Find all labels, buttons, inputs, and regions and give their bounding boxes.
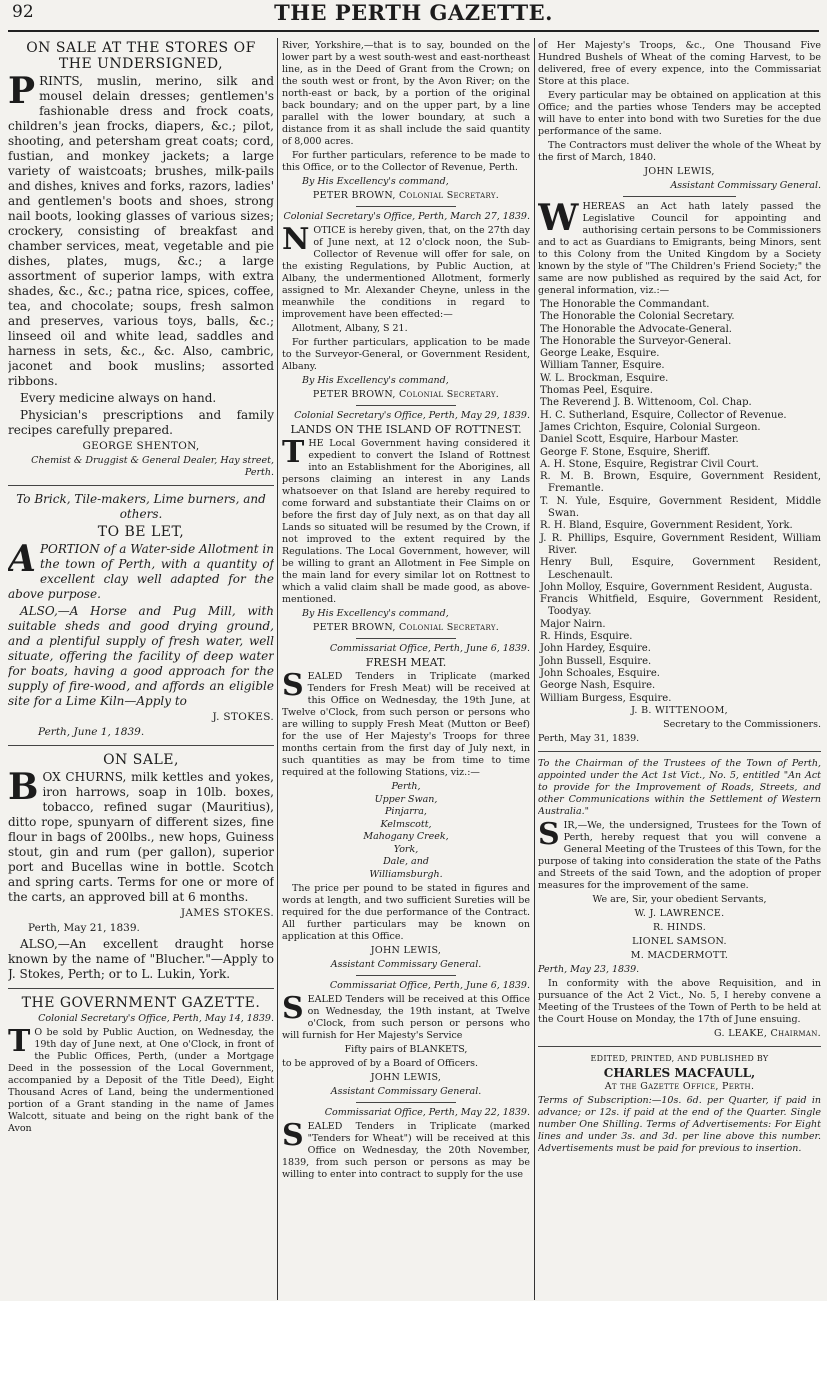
ad-heading: To Brick, Tile-makers, Lime burners, and others.	[16, 492, 266, 521]
divider	[8, 745, 274, 746]
commissioner-name: Daniel Scott, Esquire, Harbour Master.	[540, 434, 739, 446]
notice-blankets	[282, 980, 530, 1098]
commissioner-name: John Schoales, Esquire.	[540, 667, 660, 679]
notice-heading: FRESH MEAT.	[365, 656, 447, 669]
commissioner-name: William Tanner, Esquire.	[540, 360, 665, 372]
government-gazette-notice	[8, 995, 274, 1135]
notice-further: For further particulars, reference to be made to this Office, or to the Collector of Revenue, Perth.	[282, 150, 530, 173]
imprint	[538, 1053, 821, 1155]
notice-heading: LANDS ON THE ISLAND OF ROTTNEST.	[290, 423, 522, 436]
notice-command: By His Excellency's command,	[302, 375, 449, 386]
requisition-signer: M. MACDERMOTT.	[630, 949, 729, 961]
drop-cap: A	[8, 538, 36, 580]
commissioner-name: John Bussell, Esquire.	[540, 655, 652, 667]
drop-cap: S	[538, 816, 560, 852]
station-item: Williamsburgh.	[369, 868, 443, 880]
notice-command: By His Excellency's command,	[302, 176, 449, 187]
notice-signer-title: Secretary to the Commissioners.	[663, 718, 821, 730]
commissioner-name: Francis Whitfield, Esquire, Government Resident, Toodyay.	[540, 594, 821, 618]
commissioner-name: Major Nairn.	[540, 618, 606, 630]
ad-subheading: TO BE LET,	[97, 524, 185, 540]
notice-office: Colonial Secretary's Office, Perth, March 27, 1839.	[283, 211, 530, 222]
notice-fresh-meat	[282, 643, 530, 971]
ad-signer: GEORGE SHENTON,	[82, 440, 200, 452]
notice-office: Commissariat Office, Perth, June 6, 1839.	[329, 643, 530, 654]
drop-cap: S	[282, 668, 304, 703]
notice-signer: PETER BROWN, Colonial Secretary.	[312, 190, 500, 201]
notice-signer: PETER BROWN, Colonial Secretary.	[312, 622, 500, 633]
notice-signer: PETER BROWN, Colonial Secretary.	[312, 389, 500, 400]
station-item: Perth,	[391, 781, 421, 792]
commissioner-name: James Crichton, Esquire, Colonial Surgeon.	[540, 421, 761, 433]
commissioner-name: R. H. Bland, Esquire, Government Resident, York.	[540, 520, 793, 532]
drop-cap: B	[8, 766, 39, 808]
notice-continuation	[282, 40, 530, 202]
conformity-notice: In conformity with the above Requisition, and in pursuance of the Act 2 Vict., No. 5, I hereby convene a Meeting of the Trustees of the Town of Perth to be held at the Court House on Monday, the 17th of June ensuing.	[538, 977, 821, 1025]
ad-body: PORTION of a Water-side Allotment in the town of Perth, with a quantity of excellent clay well adapted for the above purpose.	[8, 542, 274, 601]
notice-after: The price per pound to be stated in figures and words at length, and two sufficient Sureties will be required for the due performance of the Contract. All further particulars may be known on application at this Office.	[282, 883, 530, 942]
drop-cap: S	[282, 1118, 304, 1153]
subscription-terms: Terms of Subscription:—10s. 6d. per Quarter, if paid in advance; or 12s. if paid at the end of the Quarter. Single number One Shilling. Terms of Advertisements: For Eight lines and under 3s. and 3d. per line above this number. Advertisements must be paid for previous to insertion.	[538, 1094, 821, 1154]
station-item: Upper Swan,	[374, 793, 438, 805]
ad-also: ALSO,—An excellent draught horse known by the name of "Blucher."—Apply to J. Stokes, Perth; or to L. Lukin, York.	[8, 937, 274, 981]
commissioner-name: T. N. Yule, Esquire, Government Resident, Middle Swan.	[540, 495, 821, 520]
notice-body: EALED Tenders in Triplicate (marked Tenders for Fresh Meat) will be received at this Office on Wednesday, the 19th June, at Twelve o'Clock, from such person or persons who are willing to supply Fresh Meat (Mutton or Beef) for the use of Her Majesty's Troops for three months certain from the first day of July next, in such quantities as may be from time to time required at the following Stations, viz.:—	[282, 671, 530, 778]
commissioner-name: R. M. B. Brown, Esquire, Government Resident, Fremantle.	[540, 471, 821, 495]
imprint-line: At the Gazette Office, Perth.	[604, 1080, 755, 1092]
commissioner-name: The Honorable the Surveyor-General.	[540, 335, 732, 347]
notice-wheat-continuation	[538, 40, 821, 192]
publisher-name: CHARLES MACFAULL,	[603, 1065, 756, 1080]
commissioner-name: John Molloy, Esquire, Government Resident, Augusta.	[540, 581, 813, 593]
ad-signer: JAMES STOKES.	[180, 907, 274, 919]
divider	[538, 1046, 821, 1047]
column-2	[282, 40, 530, 1298]
notice-body: OTICE is hereby given, that, on the 27th day of June next, at 12 o'clock noon, the Sub-Collector of Revenue will offer for sale, on the existing Regulations, by Public Auction, at Albany, the undermentioned Allotment, formerly assigned to Mr. Alexander Cheyne, unless in the meanwhile the conditions in regard to improvement have been effected:—	[282, 225, 530, 320]
notice-signer: JOHN LEWIS,	[370, 945, 442, 956]
divider	[623, 196, 736, 197]
commissioners-list	[538, 299, 821, 705]
commissioner-name: John Hardey, Esquire.	[540, 643, 651, 655]
notice-body: The Contractors must deliver the whole of the Wheat by the first of March, 1840.	[538, 140, 821, 163]
imprint-line: EDITED, PRINTED, AND PUBLISHED BY	[590, 1053, 769, 1063]
commissioner-name: The Honorable the Colonial Secretary.	[540, 311, 735, 323]
stations-list	[282, 781, 530, 881]
drop-cap: T	[282, 435, 305, 470]
column-1	[8, 40, 274, 1298]
notice-body: HEREAS an Act hath lately passed the Legislative Council for appointing and authorising certain persons to be Commissioners and to act as Guardians to Emigrants, being Minors, sent to this Colony from the United Kingdom by a Society known by the style of "The Children's Friend Society;" the same are now published as required by the said Act, for general information, viz.:—	[538, 201, 821, 296]
notice-office: Colonial Secretary's Office, Perth, May 29, 1839.	[294, 410, 530, 421]
notice-item: Allotment, Albany, S 21.	[292, 323, 408, 334]
notice-signer: JOHN LEWIS,	[644, 166, 715, 177]
requisition-closing: We are, Sir, your obedient Servants,	[592, 893, 767, 905]
ad-signer-title: Chemist & Druggist & General Dealer, Hay street, Perth.	[31, 455, 274, 478]
notice-command: By His Excellency's command,	[302, 608, 449, 619]
notice-body: of Her Majesty's Troops, &c., One Thousand Five Hundred Bushels of Wheat of the coming Harvest, to be delivered, free of every expence, into the Commissariat Store at this place.	[538, 40, 821, 87]
requisition-signer: R. HINDS.	[652, 921, 707, 933]
station-item: Mahogany Creek,	[363, 831, 449, 842]
ad-signer: J. STOKES.	[212, 711, 274, 723]
notice-office: Colonial Secretary's Office, Perth, May 14, 1839.	[38, 1013, 274, 1024]
notice-body: EALED Tenders will be received at this Office on Wednesday, the 19th instant, at Twelve o'Clock, from such person or persons who will furnish for Her Majesty's Service	[282, 994, 530, 1041]
notice-signer-title: Assistant Commissary General.	[670, 180, 821, 191]
requisition-heading: To the Chairman of the Trustees of the Town of Perth, appointed under the Act 1st Vict., No. 5, entitled "An Act to provide for the Improvement of Roads, Streets, and other Communications within the Settlement of Western Australia."	[538, 757, 821, 817]
commissioner-name: R. Hinds, Esquire.	[540, 631, 633, 643]
chairman-signer: G. LEAKE, Chairman.	[714, 1027, 821, 1039]
commissioner-name: The Reverend J. B. Wittenoom, Col. Chap.	[540, 397, 752, 409]
ad-date: Perth, June 1, 1839.	[38, 726, 145, 738]
commissioner-name: A. H. Stone, Esquire, Registrar Civil Court.	[540, 458, 759, 470]
newspaper-title: THE PERTH GAZETTE.	[274, 0, 553, 25]
requisition-signer: W. J. LAWRENCE.	[634, 907, 725, 919]
notice-body: River, Yorkshire,—that is to say, bounded on the lower part by a west south-west and east-northeast line, as in the Deed of Grant from the Crown; on the south west or front, by the Avon River; on the north-east or back, by a portion of the original back boundary; and on the upper part, by a line parallel with the lower boundary, at such a distance from it as shall include the said quantity of 8,000 acres.	[282, 40, 530, 147]
notice-signer-title: Assistant Commissary General.	[330, 959, 482, 970]
commissioner-name: J. R. Phillips, Esquire, Government Resident, William River.	[540, 532, 821, 556]
drop-cap: P	[8, 70, 36, 112]
requisition-body: IR,—We, the undersigned, Trustees for the Town of Perth, hereby request that you will convene a General Meeting of the Trustees of this Town, for the purpose of taking into consideration the state of the Paths and Streets of the said Town, and the adoption of proper measures for the improvement of the same.	[538, 819, 821, 891]
drop-cap: T	[8, 1024, 31, 1059]
notice-office: Commissariat Office, Perth, June 6, 1839.	[329, 980, 530, 991]
ad-heading: ON SALE,	[103, 752, 179, 768]
notice-item: Fifty pairs of BLANKETS,	[344, 1044, 468, 1055]
requisition-date: Perth, May 23, 1839.	[538, 963, 640, 975]
notice-body: HE Local Government having considered it expedient to convert the Island of Rottnest into an Establishment for the Aborigines, all persons claiming an interest in any Lands whatsoever on that Island are hereby required to come forward and substantiate their Claims on or before the first day of July next, as on that day all Lands so situated will be resumed by the Crown, if not improved to the extent required by the Regulations. The Local Government, however, will be willing to grant an Allotment in Fee Simple on the main land for every similar lot on Rottnest to which a valid claim shall be made good, as above-mentioned.	[282, 438, 530, 605]
requisition-trustees	[538, 758, 821, 1040]
divider	[8, 988, 274, 989]
ad-line: Every medicine always on hand.	[20, 391, 217, 405]
divider	[538, 751, 821, 752]
ad-heading: ON SALE AT THE STORES OF THE UNDERSIGNED,	[26, 40, 256, 72]
divider	[356, 975, 455, 976]
requisition-signer: LIONEL SAMSON.	[632, 935, 727, 947]
commissioner-name: W. L. Brockman, Esquire.	[540, 372, 669, 384]
ad-line: Physician's prescriptions and family recipes carefully prepared.	[8, 408, 274, 437]
drop-cap: W	[538, 197, 579, 239]
notice-further: For further particulars, application to be made to the Surveyor-General, or Government Resident, Albany.	[282, 337, 530, 372]
divider	[8, 485, 274, 486]
bottom-margin	[0, 1301, 827, 1390]
ad-body: RINTS, muslin, merino, silk and mousel delain dresses; gentlemen's fashionable dress and frock coats, children's jean frocks, diapers, &c.; pilot, shooting, and petersham great coats; cord, fustian, and monkey jackets; a large variety of waistcoats; brushes, milk-pails and dishes, knives and forks, razors, ladies' and gentlemen's boots and shoes, strong nail boots, looking glasses of various sizes; crockery, consisting of breakfast and chamber services, meat, vegetable and pie dishes, plates, mugs, &c.; a large assortment of superior lamps, with extra shades, &c., &c.; patna rice, spices, coffee, tea, and chocolate; soups, fresh salmon and preserves, various toys, balls, &c.; linseed oil and white lead, saddles and harness in sets, &c., &c. Also, cambric, jaconet and book muslins; assorted ribbons.	[8, 74, 274, 388]
drop-cap: N	[282, 222, 310, 257]
divider	[356, 206, 455, 207]
advertisement-stokes-sale	[8, 752, 274, 982]
station-item: Dale, and	[383, 856, 429, 867]
commissioner-name: Thomas Peel, Esquire.	[540, 385, 653, 397]
notice-albany-allotment	[282, 211, 530, 401]
commissioner-name: The Honorable the Advocate-General.	[540, 323, 732, 335]
notice-signer: J. B. WITTENOOM,	[631, 704, 728, 716]
notice-date: Perth, May 31, 1839.	[538, 732, 640, 744]
station-item: Kelmscott,	[380, 818, 432, 830]
notice-guardians	[538, 197, 821, 745]
page-header	[8, 0, 819, 32]
notice-signer: JOHN LEWIS,	[370, 1072, 442, 1083]
commissioner-name: Henry Bull, Esquire, Government Resident, Leschenault.	[540, 557, 821, 581]
station-item: York,	[393, 843, 419, 855]
notice-body: O be sold by Public Auction, on Wednesday, the 19th day of June next, at One o'Clock, in front of the Public Offices, Perth, (under a Mortgage Deed in the possession of the Local Government, accompanied by a Deposit of the Title Deed), Eight Thousand Acres of Land, being the undermentioned portion of a Grant standing in the name of James Walcott, situate and being on the right bank of the Avon	[8, 1027, 274, 1134]
page-number: 92	[12, 2, 34, 22]
section-heading: THE GOVERNMENT GAZETTE.	[21, 995, 261, 1011]
notice-after: to be approved of by a Board of Officers.	[282, 1058, 479, 1069]
divider	[356, 1102, 455, 1103]
advertisement-shenton	[8, 40, 274, 479]
ad-also: ALSO,—A Horse and Pug Mill, with suitable sheds and good drying ground, and a plentiful supply of fresh water, well situate, offering the facility of deep water for boats, having a good approach for the supply of fire-wood, and affords an eligible site for a Lime Kiln—Apply to	[8, 604, 274, 708]
commissioner-name: The Honorable the Commandant.	[540, 299, 710, 310]
notice-office: Commissariat Office, Perth, May 22, 1839.	[324, 1107, 530, 1118]
column-rule	[277, 38, 278, 1300]
station-item: Pinjarra,	[385, 806, 427, 817]
advertisement-stokes-let	[8, 492, 274, 739]
drop-cap: S	[282, 991, 304, 1026]
notice-signer-title: Assistant Commissary General.	[330, 1086, 482, 1097]
notice-body: EALED Tenders in Triplicate (marked "Tenders for Wheat") will be received at this Office on Wednesday, the 20th November, 1839, from such person or persons as may be willing to enter into contract to supply for the use	[282, 1121, 530, 1180]
commissioner-name: George Nash, Esquire.	[540, 680, 656, 692]
commissioner-name: George F. Stone, Esquire, Sheriff.	[540, 446, 711, 458]
commissioner-name: William Burgess, Esquire.	[540, 692, 672, 704]
divider	[356, 638, 455, 639]
notice-rottnest	[282, 410, 530, 634]
ad-date: Perth, May 21, 1839.	[28, 922, 140, 934]
divider	[356, 405, 455, 406]
ad-body: OX CHURNS, milk kettles and yokes, iron harrows, soap in 10lb. boxes, tobacco, refined sugar (Mauritius), ditto rope, spunyarn of different sizes, fine flour in bags of 200lbs., new hops, Guiness stout, gin and rum (per gallon), superior port and Bucellas wine in bottle. Scotch and spring carts. Terms for one or more of the carts, an approved bill at 6 months.	[8, 770, 274, 904]
notice-body: Every particular may be obtained on application at this Office; and the parties whose Tenders may be accepted will have to enter into bond with two Sureties for the due performance of the same.	[538, 90, 821, 137]
commissioner-name: George Leake, Esquire.	[540, 348, 660, 360]
commissioner-name: H. C. Sutherland, Esquire, Collector of Revenue.	[540, 409, 787, 421]
notice-wheat	[282, 1107, 530, 1181]
column-3	[538, 40, 821, 1298]
column-rule	[534, 38, 535, 1300]
